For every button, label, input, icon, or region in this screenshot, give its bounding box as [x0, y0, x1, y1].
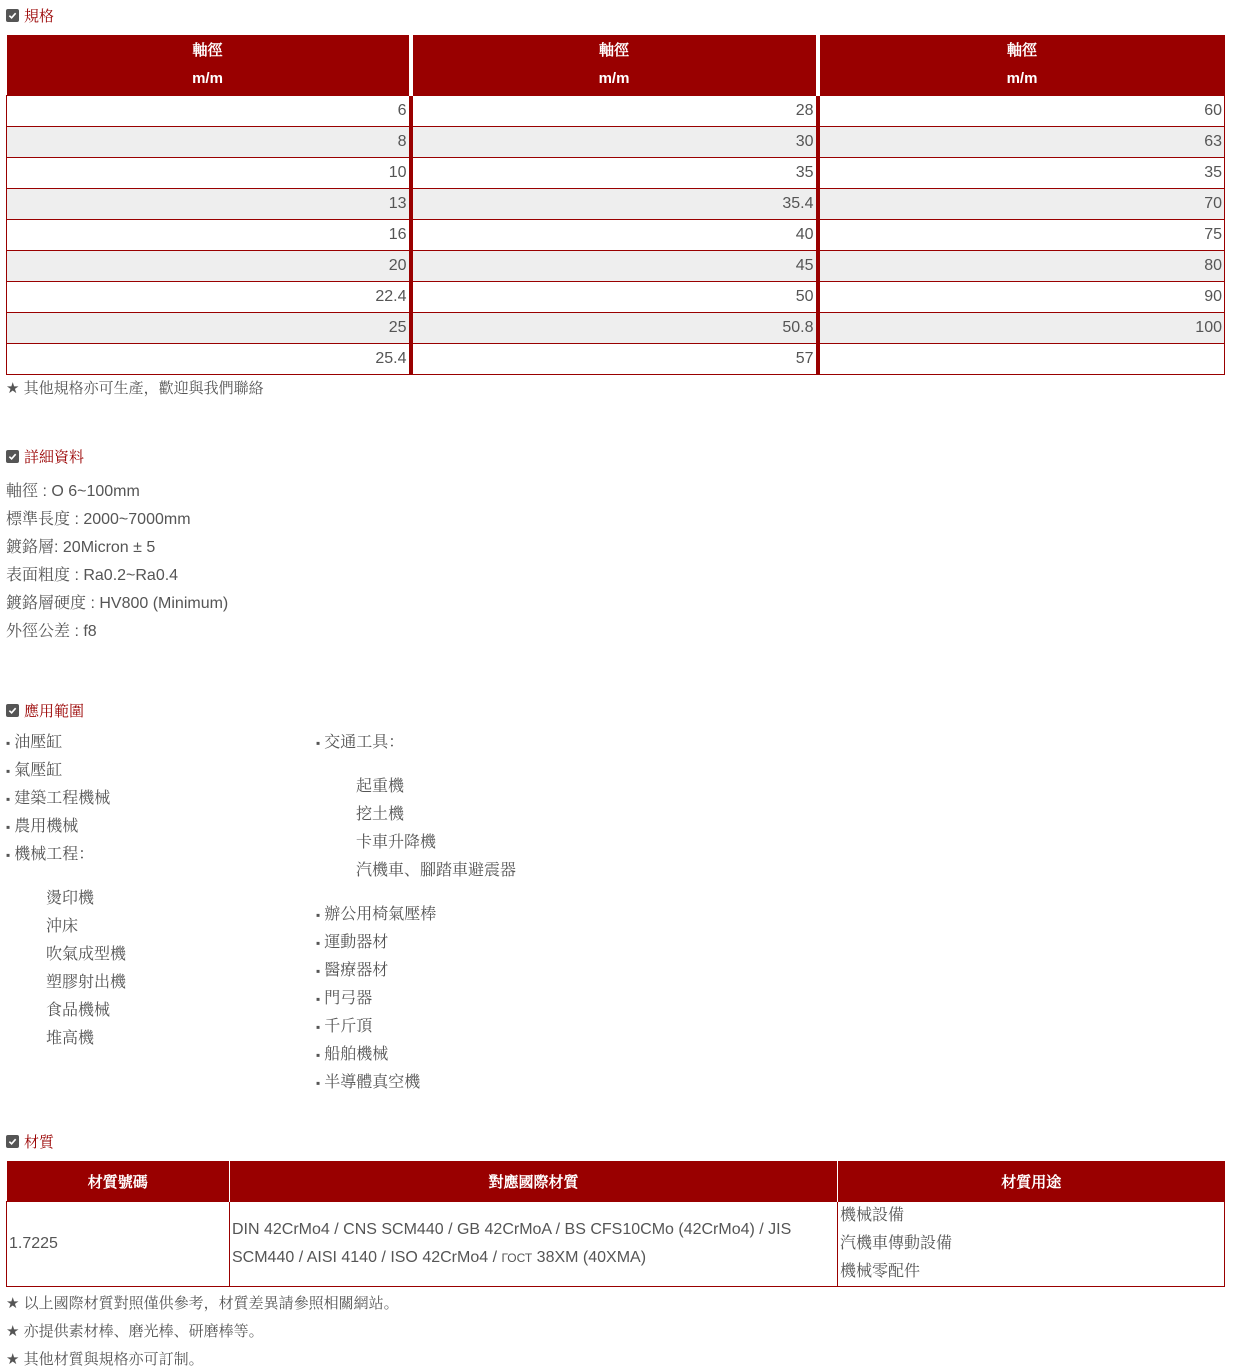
sub-list-item: 汽機車、腳踏車避震器	[356, 862, 517, 879]
sub-list-item: 挖土機	[356, 806, 405, 823]
table-cell: 20	[7, 251, 411, 282]
list-item: ▪ 交通工具：	[316, 729, 516, 757]
spec-header-1: 軸徑 m/m	[7, 35, 411, 96]
table-cell: 57	[411, 344, 818, 375]
table-cell: 63	[818, 127, 1225, 158]
list-item: ▪ 千斤頂	[316, 1013, 516, 1041]
table-cell: 100	[818, 313, 1225, 344]
spec-table	[6, 35, 1225, 375]
checkbox-icon	[6, 9, 19, 22]
detail-item: 鍍鉻層硬度 : HV800 (Minimum)	[6, 595, 229, 612]
material-code: 1.7225	[7, 1202, 230, 1287]
table-cell: 16	[7, 220, 411, 251]
spec-section-header	[6, 5, 54, 25]
table-cell: 35	[818, 158, 1225, 189]
spec-note: ★ 其他規格亦可生產，歡迎與我們聯絡	[6, 380, 264, 397]
material-use-item: 機械零配件	[840, 1263, 921, 1280]
table-cell: 70	[818, 189, 1225, 220]
table-row	[7, 282, 1225, 313]
sub-list-item: 卡車升降機	[356, 834, 437, 851]
table-cell: 50	[411, 282, 818, 313]
list-item: ▪ 辦公用椅氣壓棒	[316, 901, 516, 929]
table-cell: 6	[7, 96, 411, 127]
material-note: ★ 以上國際材質對照僅供參考，材質差異請參照相關網站。	[6, 1295, 399, 1312]
table-cell: 60	[818, 96, 1225, 127]
list-item: ▪ 農用機械	[6, 813, 126, 841]
list-item: ▪ 醫療器材	[316, 957, 516, 985]
material-section-title: 材質	[24, 1133, 55, 1151]
material-uses	[838, 1202, 1225, 1287]
table-row	[7, 127, 1225, 158]
table-row	[7, 251, 1225, 282]
detail-item: 鍍鉻層: 20Micron ± 5	[6, 539, 156, 556]
sub-list-item: 塑膠射出機	[46, 974, 127, 991]
table-cell: 35	[411, 158, 818, 189]
material-header-use: 材質用途	[838, 1161, 1225, 1202]
table-cell: 35.4	[411, 189, 818, 220]
table-row	[7, 96, 1225, 127]
material-table	[6, 1161, 1225, 1287]
detail-item: 標準長度 : 2000~7000mm	[6, 511, 191, 528]
sub-list-item: 食品機械	[46, 1002, 111, 1019]
detail-item: 軸徑 : O 6~100mm	[6, 483, 140, 500]
list-item: ▪ 船舶機械	[316, 1041, 516, 1069]
table-cell: 8	[7, 127, 411, 158]
material-intl: DIN 42CrMo4 / CNS SCM440 / GB 42CrMoA / BS CFS10CMo (42CrMo4) / JIS SCM440 / AISI 4140 / ISO 42CrMo4 / ГОСТ 38XM (40XMA)	[230, 1202, 838, 1287]
sub-list-item: 堆高機	[46, 1030, 95, 1047]
table-cell: 30	[411, 127, 818, 158]
spec-header-2: 軸徑 m/m	[411, 35, 818, 96]
sub-list-item: 燙印機	[46, 890, 95, 907]
material-note: ★ 亦提供素材棒、磨光棒、研磨棒等。	[6, 1323, 264, 1340]
app-section-title: 應用範圍	[24, 702, 85, 720]
material-header-code: 材質號碼	[7, 1161, 230, 1202]
list-item: ▪ 氣壓缸	[6, 757, 126, 785]
app-column-1	[6, 729, 126, 1053]
app-column-2	[316, 729, 516, 1097]
material-section-header	[6, 1131, 54, 1151]
table-row	[7, 344, 1225, 375]
list-item: ▪ 油壓缸	[6, 729, 126, 757]
table-row	[7, 313, 1225, 344]
table-cell: 40	[411, 220, 818, 251]
checkbox-icon	[6, 1135, 19, 1148]
table-cell	[818, 344, 1225, 375]
list-item: ▪ 門弓器	[316, 985, 516, 1013]
material-note: ★ 其他材質與規格亦可訂制。	[6, 1351, 204, 1368]
table-cell: 22.4	[7, 282, 411, 313]
checkbox-icon	[6, 704, 19, 717]
detail-item: 外徑公差 : f8	[6, 623, 97, 640]
table-cell: 25.4	[7, 344, 411, 375]
list-item: ▪ 運動器材	[316, 929, 516, 957]
sub-list-item: 起重機	[356, 778, 405, 795]
detail-section-title: 詳細資料	[24, 448, 85, 466]
app-section-header	[6, 700, 84, 720]
spec-section-title: 規格	[24, 7, 55, 25]
table-row	[7, 1202, 1225, 1287]
table-row	[7, 158, 1225, 189]
table-cell: 75	[818, 220, 1225, 251]
table-cell: 90	[818, 282, 1225, 313]
detail-list	[6, 478, 228, 646]
list-item: ▪ 建築工程機械	[6, 785, 126, 813]
detail-item: 表面粗度 : Ra0.2~Ra0.4	[6, 567, 179, 584]
table-cell: 45	[411, 251, 818, 282]
detail-section-header	[6, 446, 84, 466]
material-use-item: 機械設備	[840, 1207, 905, 1224]
table-cell: 28	[411, 96, 818, 127]
sub-list-item: 吹氣成型機	[46, 946, 127, 963]
table-row	[7, 189, 1225, 220]
table-cell: 25	[7, 313, 411, 344]
table-cell: 50.8	[411, 313, 818, 344]
table-cell: 80	[818, 251, 1225, 282]
table-row	[7, 220, 1225, 251]
list-item: ▪ 機械工程：	[6, 841, 126, 869]
list-item: ▪ 半導體真空機	[316, 1069, 516, 1097]
spec-header-3: 軸徑 m/m	[818, 35, 1225, 96]
checkbox-icon	[6, 450, 19, 463]
table-cell: 13	[7, 189, 411, 220]
sub-list-item: 沖床	[46, 918, 79, 935]
material-use-item: 汽機車傳動設備	[840, 1235, 953, 1252]
material-header-intl: 對應國際材質	[230, 1161, 838, 1202]
table-cell: 10	[7, 158, 411, 189]
